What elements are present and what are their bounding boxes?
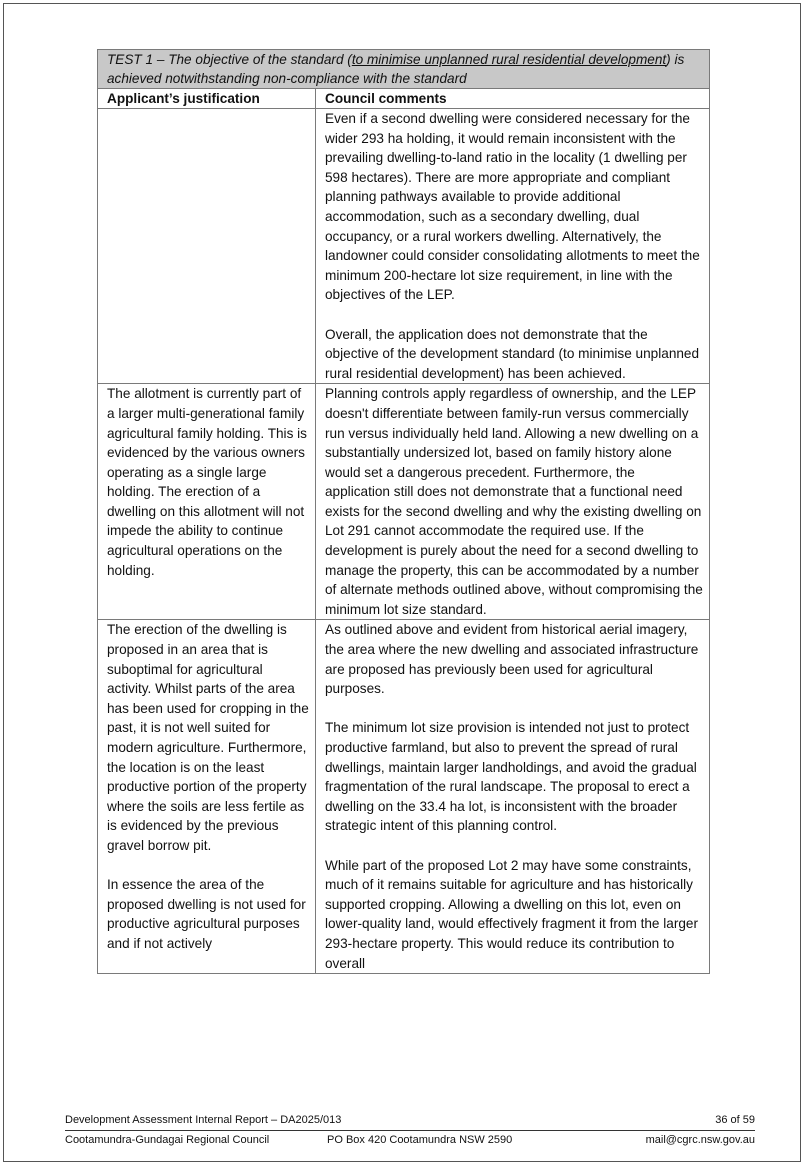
- council-paragraph: As outlined above and evident from historical aerial imagery, the area where the new dwelling and associated infrastructure are proposed has previously been used for agricultural purposes.: [325, 622, 699, 697]
- council-paragraph: Even if a second dwelling were considered necessary for the wider 293 ha holding, it would remain inconsistent with the prevailing dwelling-to-land ratio in the locality (1 dwelling per 598 hectares). There are more appropriate and compliant planning pathways available to provide additional accommodation, such as a secondary dwelling, dual occupancy, or a rural workers dwelling. Alternatively, the landowner could consider consolidating allotments to meet the minimum 200-hectare lot size requirement, in line with the objectives of the LEP.: [325, 111, 700, 303]
- council-paragraph: While part of the proposed Lot 2 may have some constraints, much of it remains suitable for agriculture and has historically supported cropping. Allowing a dwelling on this lot, even on lower-quality land, would effectively fragment it from the larger 293-hectare property. This would reduce its contribution to overall: [325, 857, 698, 971]
- table-row: [98, 620, 710, 974]
- page-number: 36 of 59: [715, 1114, 755, 1126]
- test-header: [98, 50, 710, 89]
- council-cell: [316, 384, 710, 620]
- applicant-cell: [98, 109, 316, 384]
- applicant-paragraph: The allotment is currently part of a larger multi-generational family agricultural family holding. This is evidenced by the various owners operating as a single large holding. The erection of a dwelling on this allotment will not impede the ability to continue agricultural operations on the holding.: [107, 386, 307, 578]
- assessment-table: [97, 49, 710, 974]
- applicant-cell: [98, 384, 316, 620]
- report-title: Development Assessment Internal Report – DA2025/013: [65, 1114, 342, 1126]
- council-paragraph: Overall, the application does not demonstrate that the objective of the development standard (to minimise unplanned rural residential development) has been achieved.: [325, 326, 700, 381]
- table-row: [98, 109, 710, 384]
- footer-report-line: [65, 1114, 755, 1126]
- email-link[interactable]: mail@cgrc.nsw.gov.au: [645, 1134, 755, 1146]
- council-name: Cootamundra-Gundagai Regional Council: [65, 1134, 270, 1146]
- column-header-row: [98, 89, 710, 109]
- table-row: [98, 384, 710, 620]
- applicant-paragraph: In essence the area of the proposed dwelling is not used for productive agricultural purposes and if not actively: [107, 877, 306, 951]
- test-header-objective: to minimise unplanned rural residential development: [351, 52, 667, 67]
- council-paragraph: Planning controls apply regardless of ownership, and the LEP doesn't differentiate between family-run versus commercially run versus individually held land. Allowing a new dwelling on a substantially undersized lot, based on family history alone would set a dangerous precedent. Furthermore, the application still does not demonstrate that a functional need exists for the second dwelling and why the existing dwelling on Lot 291 cannot accommodate the required use. If the development is purely about the need for a second dwelling to manage the property, this can be accommodated by a number of alternate methods outlined above, without compromising the minimum lot size standard.: [325, 386, 703, 617]
- applicant-cell: [98, 620, 316, 974]
- council-cell: [316, 109, 710, 384]
- test-header-suffix: ) is achieved notwithstanding non-compliance with the standard: [107, 52, 685, 86]
- footer-divider: [65, 1130, 755, 1131]
- applicant-column-header: Applicant’s justification: [98, 89, 316, 109]
- applicant-paragraph: The erection of the dwelling is proposed in an area that is suboptimal for agricultural activity. Whilst parts of the area has been used for cropping in the past, it is not well suited for modern agriculture. Furthermore, the location is on the least productive portion of the property where the soils are less fertile as is evidenced by the previous gravel borrow pit.: [107, 622, 309, 853]
- council-column-header: Council comments: [316, 89, 710, 109]
- council-paragraph: The minimum lot size provision is intended not just to protect productive farmland, but also to prevent the spread of rural dwellings, maintain larger landholdings, and avoid the gradual fragmentation of the rural landscape. The proposal to erect a dwelling on the 33.4 ha lot, is inconsistent with the broader strategic intent of this planning control.: [325, 720, 697, 834]
- test-header-row: [98, 50, 710, 89]
- test-header-prefix: TEST 1 – The objective of the standard (: [107, 52, 352, 67]
- postal-address: PO Box 420 Cootamundra NSW 2590: [327, 1134, 513, 1146]
- council-cell: [316, 620, 710, 974]
- footer-contact-line: [65, 1134, 755, 1146]
